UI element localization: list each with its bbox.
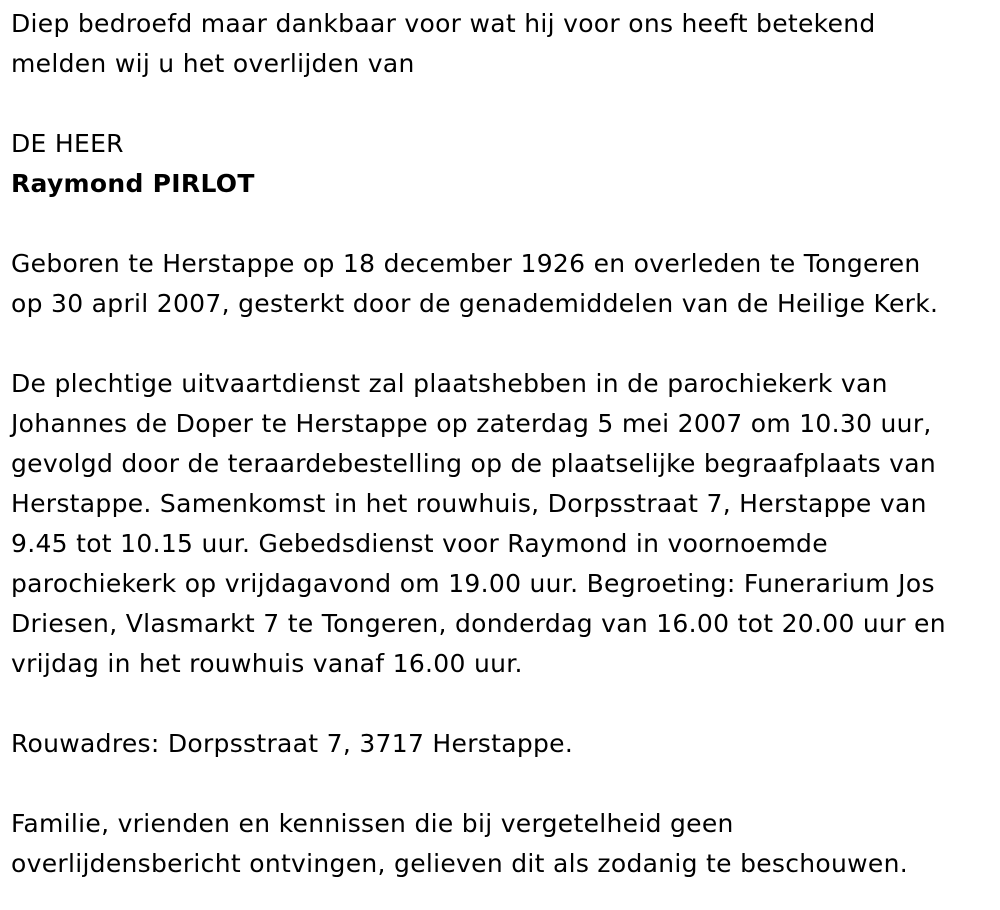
birth-death-line: op 30 april 2007, gesterkt door de genademiddelen van de Heilige Kerk. [11, 289, 939, 318]
funeral-line: Driesen, Vlasmarkt 7 te Tongeren, donderdag van 16.00 tot 20.00 uur en [11, 609, 946, 638]
address-line: Rouwadres: Dorpsstraat 7, 3717 Herstappe. [11, 729, 574, 758]
funeral-line: gevolgd door de teraardebestelling op de plaatselijke begraafplaats van [11, 449, 937, 478]
spacer [11, 84, 1000, 124]
spacer [11, 764, 1000, 804]
deceased-name: Raymond PIRLOT [11, 169, 255, 198]
spacer [11, 204, 1000, 244]
spacer [11, 684, 1000, 724]
address-paragraph [11, 724, 1000, 764]
closing-paragraph [11, 804, 1000, 884]
funeral-line: vrijdag in het rouwhuis vanaf 16.00 uur. [11, 649, 523, 678]
deceased-title: DE HEER [11, 129, 124, 158]
funeral-line: 9.45 tot 10.15 uur. Gebedsdienst voor Raymond in voornoemde [11, 529, 828, 558]
intro-line: Diep bedroefd maar dankbaar voor wat hij voor ons heeft betekend [11, 9, 876, 38]
closing-line: overlijdensbericht ontvingen, gelieven dit als zodanig te beschouwen. [11, 849, 908, 878]
funeral-line: De plechtige uitvaartdienst zal plaatshebben in de parochiekerk van [11, 369, 888, 398]
spacer [11, 324, 1000, 364]
birth-death-paragraph [11, 244, 1000, 324]
birth-death-line: Geboren te Herstappe op 18 december 1926 en overleden te Tongeren [11, 249, 921, 278]
funeral-paragraph [11, 364, 1000, 684]
intro-paragraph [11, 4, 1000, 84]
funeral-line: parochiekerk op vrijdagavond om 19.00 uur. Begroeting: Funerarium Jos [11, 569, 935, 598]
funeral-line: Herstappe. Samenkomst in het rouwhuis, Dorpsstraat 7, Herstappe van [11, 489, 927, 518]
closing-line: Familie, vrienden en kennissen die bij vergetelheid geen [11, 809, 734, 838]
intro-line: melden wij u het overlijden van [11, 49, 415, 78]
funeral-line: Johannes de Doper te Herstappe op zaterdag 5 mei 2007 om 10.30 uur, [11, 409, 932, 438]
deceased-block [11, 124, 1000, 204]
